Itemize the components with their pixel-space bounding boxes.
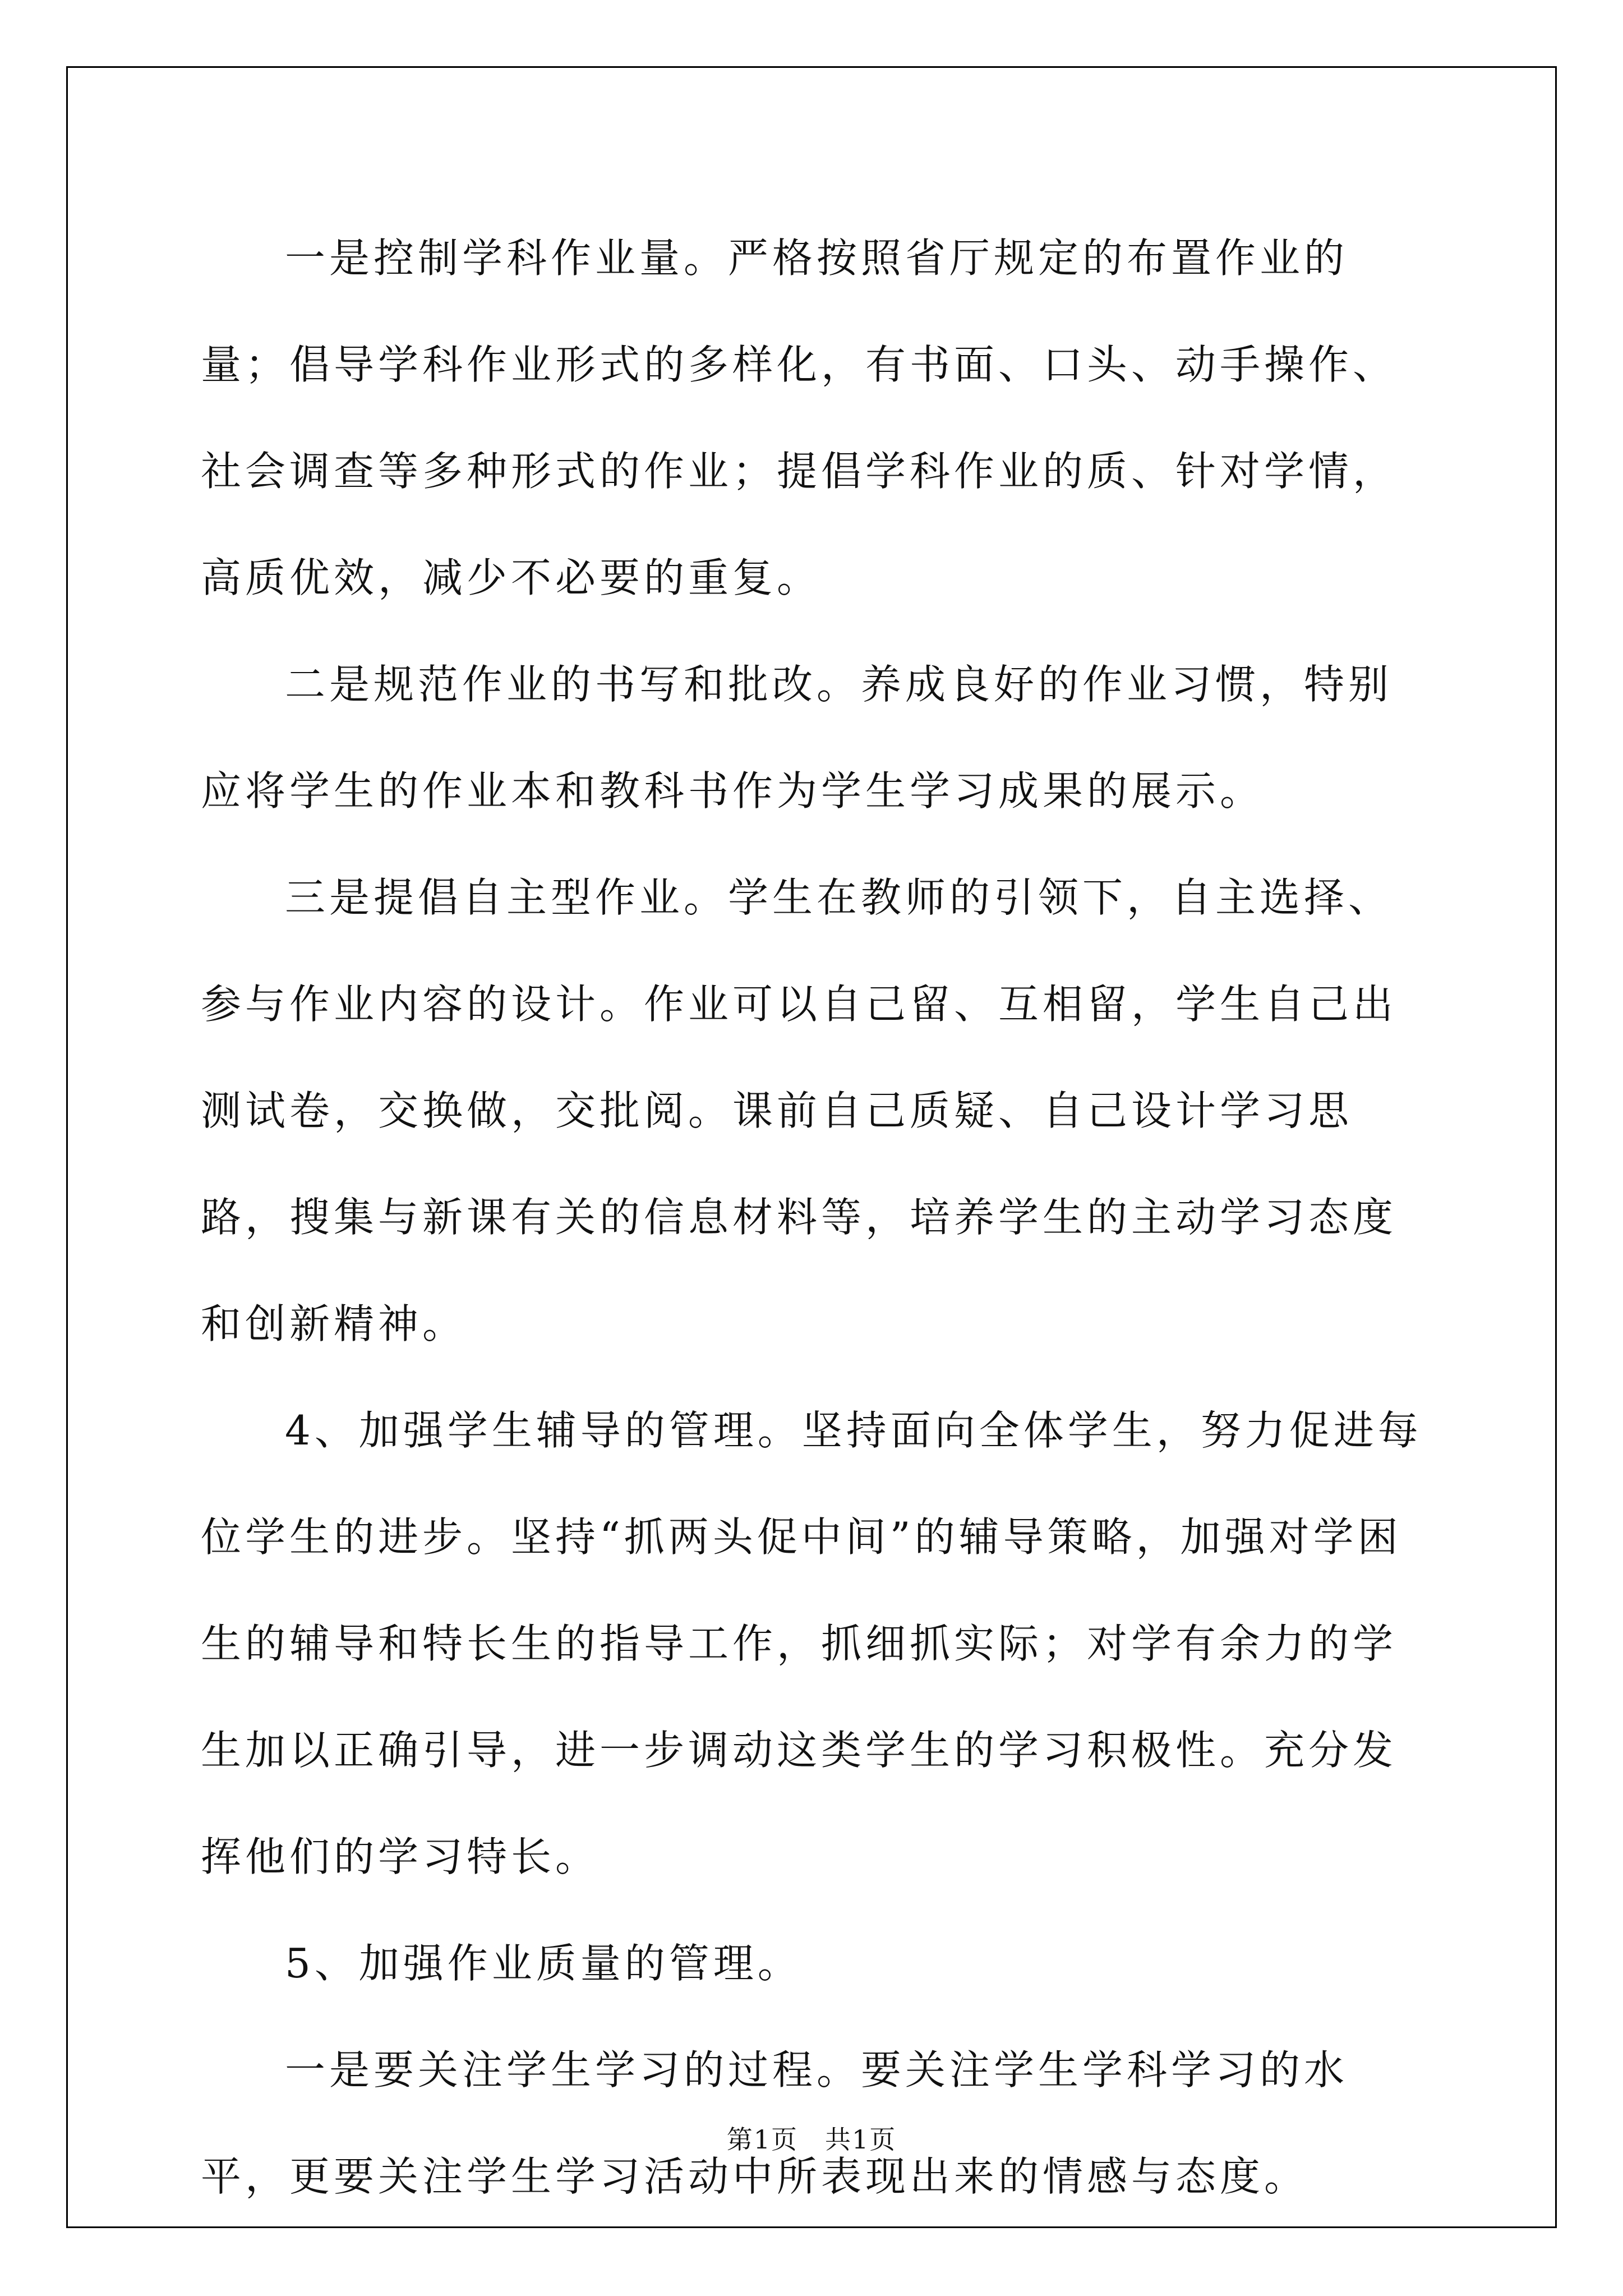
document-body	[201, 205, 1429, 2230]
page-number-footer: 第1页 共1页	[726, 2124, 897, 2155]
paragraph-3: 三是提倡自主型作业。学生在教师的引领下，自主选择、参与作业内容的设计。作业可以自己留、互相留，学生自己出测试卷，交换做，交批阅。课前自己质疑、自己设计学习思路，搜集与新课有关的信息材料等，培养学生的主动学习态度和创新精神。	[201, 874, 1398, 1347]
paragraph-5: 5、加强作业质量的管理。	[285, 1940, 802, 1987]
paragraph-2: 二是规范作业的书写和批改。养成良好的作业习惯，特别应将学生的作业本和教科书作为学生学习成果的展示。	[201, 661, 1393, 815]
paragraph-6: 一是要关注学生学习的过程。要关注学生学科学习的水平，更要关注学生学习活动中所表现出来的情感与态度。	[201, 2046, 1349, 2200]
paragraph-1: 一是控制学科作业量。严格按照省厅规定的布置作业的量；倡导学科作业形式的多样化，有书面、口头、动手操作、社会调查等多种形式的作业；提倡学科作业的质、针对学情，高质优效，减少不必要的重复。	[201, 234, 1398, 601]
paragraph-4: 4、加强学生辅导的管理。坚持面向全体学生，努力促进每位学生的进步。坚持“抓两头促中间”的辅导策略，加强对学困生的辅导和特长生的指导工作，抓细抓实际；对学有余力的学生加以正确引导，进一步调动这类学生的学习积极性。充分发挥他们的学习特长。	[201, 1407, 1422, 1880]
